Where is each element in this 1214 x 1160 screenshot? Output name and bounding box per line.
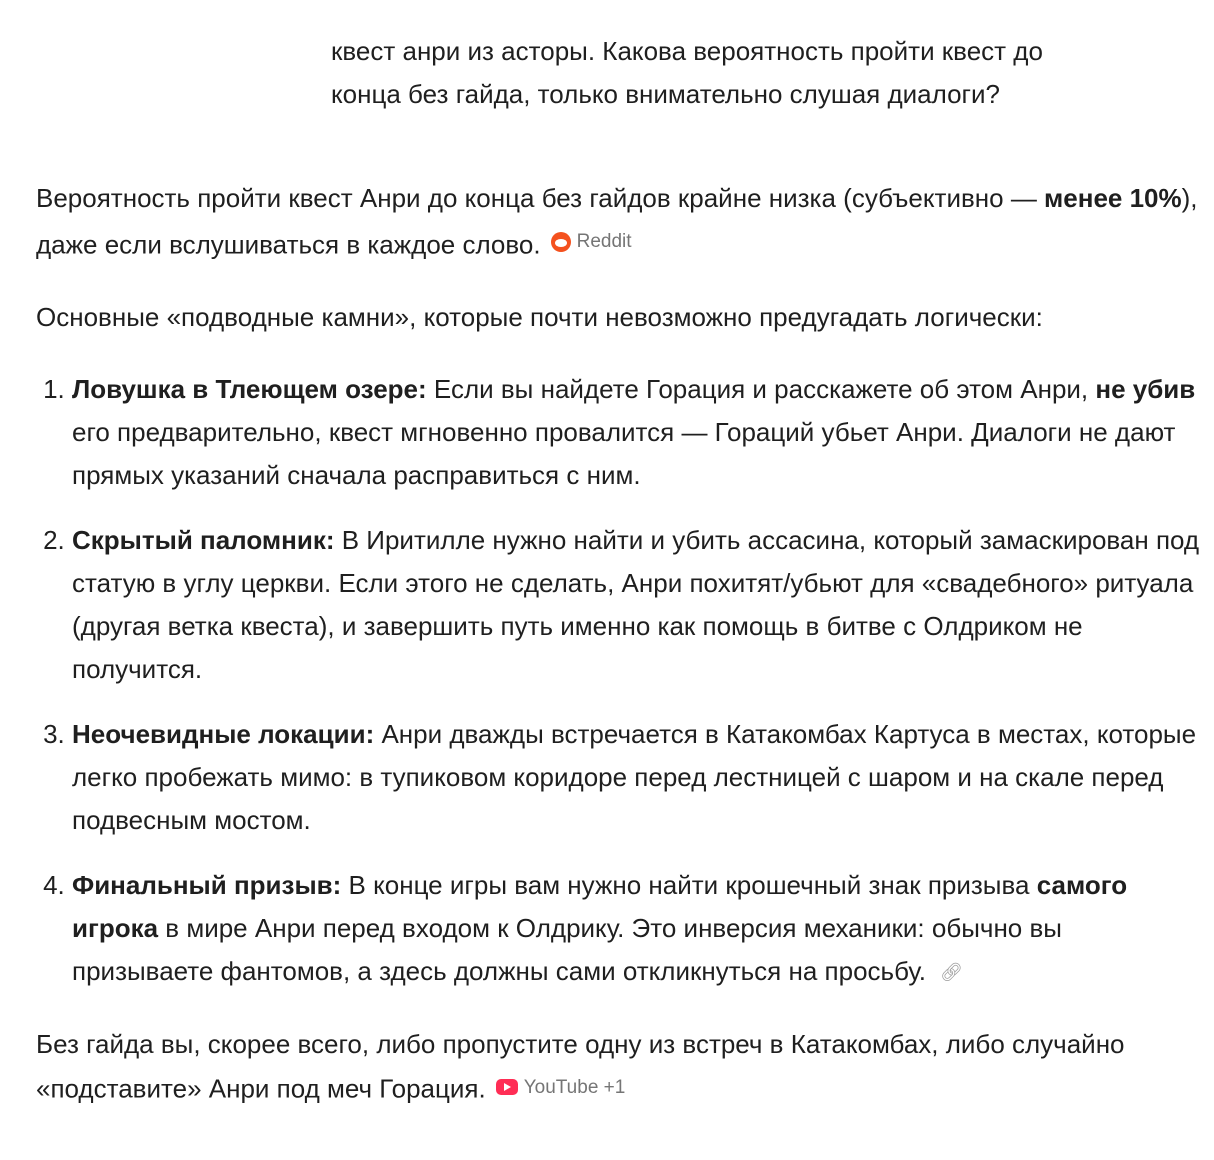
item-text: Если вы найдете Горация и расскажете об этом Анри, xyxy=(426,373,1096,404)
list-item xyxy=(72,368,1206,497)
pitfalls-list xyxy=(36,368,1206,994)
item-text: В конце игры вам нужно найти крошечный знак призыва xyxy=(341,869,1037,900)
user-message-line: конца без гайда, только внимательно слушая диалоги? xyxy=(331,79,1001,109)
source-label: Reddit xyxy=(576,231,632,252)
item-text: Анри дважды встречается в Катакомбах Картуса в местах, которые легко пробежать мимо: в тупиковом коридоре перед лестницей с шаром и на скале перед подвесным мостом. xyxy=(72,718,1197,835)
list-item xyxy=(72,519,1206,691)
pitfalls-intro: Основные «подводные камни», которые почти невозможно предугадать логически: xyxy=(36,301,1043,332)
intro-bold: менее 10% xyxy=(1044,183,1182,213)
assistant-answer xyxy=(36,177,1206,1139)
user-message xyxy=(331,30,1151,116)
item-title: Финальный призыв: xyxy=(72,869,342,900)
item-title: Ловушка в Тлеющем озере: xyxy=(72,373,427,404)
item-title: Скрытый паломник: xyxy=(72,524,335,555)
reddit-icon xyxy=(551,232,571,252)
conclusion-paragraph xyxy=(36,1023,1206,1111)
source-label: YouTube +1 xyxy=(523,1076,626,1098)
item-bold: не убив xyxy=(1095,373,1196,404)
item-text: его предварительно, квест мгновенно провалится — Гораций убьет Анри. Диалоги не дают прямых указаний сначала расправиться с ним. xyxy=(72,416,1176,490)
item-bold: самого игрока xyxy=(72,869,1128,943)
user-message-line: квест анри из асторы. Какова вероятность пройти квест до xyxy=(331,36,1043,66)
list-item xyxy=(72,713,1206,842)
conclusion-text: Без гайда вы, скорее всего, либо пропустите одну из встреч в Катакомбах, либо случайно «подставите» Анри под меч Горация. xyxy=(36,1028,1125,1103)
source-chip-reddit[interactable] xyxy=(551,220,632,263)
item-title: Неочевидные локации: xyxy=(72,718,375,749)
link-icon[interactable]: 🔗︎ xyxy=(940,961,963,982)
intro-paragraph xyxy=(36,177,1206,267)
youtube-icon xyxy=(496,1079,518,1095)
list-item xyxy=(72,864,1206,994)
item-text: В Иритилле нужно найти и убить ассасина, который замаскирован под статую в углу церкви. Если этого не сделать, Анри похитят/убьют для «свадебного» ритуала (другая ветка квеста), и завершить путь именно как помощь в битве с Олдриком не получится. xyxy=(72,524,1200,684)
intro-text: Вероятность пройти квест Анри до конца без гайдов крайне низка (субъективно — xyxy=(36,183,1045,213)
item-text: в мире Анри перед входом к Олдрику. Это инверсия механики: обычно вы призываете фантомов, а здесь должны сами откликнуться на просьбу. xyxy=(72,912,1062,986)
intro-text-end: ), даже если вслушиваться в каждое слово. xyxy=(36,183,1198,260)
source-chip-youtube[interactable] xyxy=(496,1066,626,1109)
